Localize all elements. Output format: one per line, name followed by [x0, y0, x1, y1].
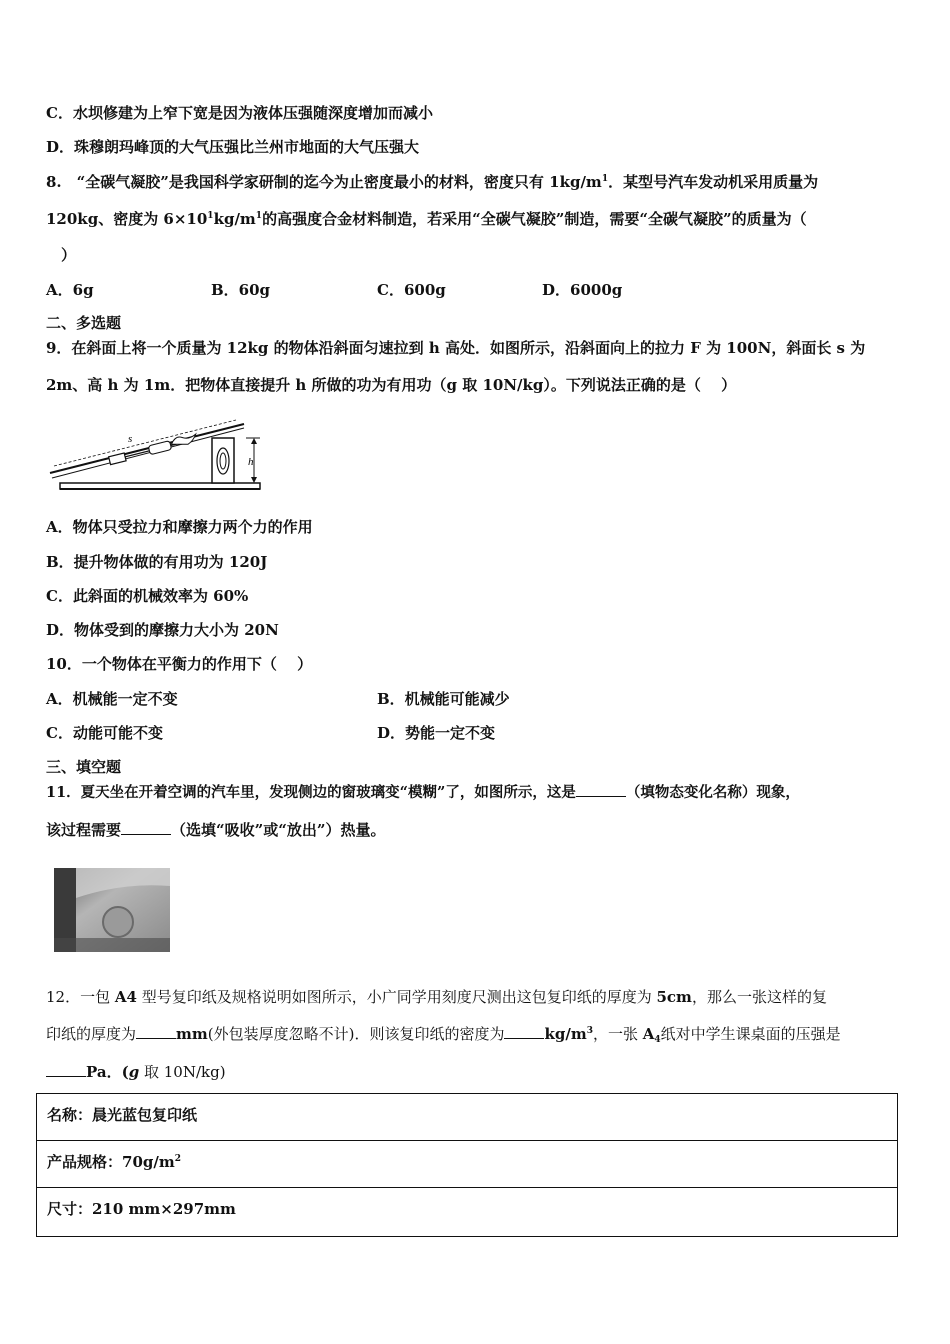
q8-line-3: ） — [46, 246, 77, 264]
spec-sup: 2 — [174, 1154, 181, 1164]
q10-option-a: A．机械能一定不变 — [46, 690, 178, 708]
q8-sup: 1 — [601, 174, 609, 184]
section-heading-fill-in: 三、填空题 — [46, 758, 122, 776]
spec-row-name: 名称：晨光蓝包复印纸 — [37, 1094, 897, 1141]
spring-scale — [148, 441, 172, 455]
object-box — [109, 453, 126, 465]
q12-text-bold: Pa — [86, 1063, 107, 1081]
h-arrow-down — [251, 477, 257, 483]
q10-option-c: C．动能可能不变 — [46, 724, 163, 742]
q8-text: 的高强度合金材料制造，若采用“全碳气凝胶”制造，需要“全碳气凝胶”的质量为（ — [262, 210, 807, 228]
q12-text: 纸对中学生课桌面的压强是 — [660, 1025, 841, 1043]
s-label: s — [128, 433, 133, 445]
s-dimension-line — [54, 420, 236, 466]
q7-option-d: D．珠穆朗玛峰顶的大气压强比兰州市地面的大气压强大 — [46, 138, 420, 156]
q12-text: ，一张 — [592, 1025, 643, 1043]
q12-text: (外包装厚度忽略不计)．则该复印纸的密度为 — [207, 1025, 505, 1043]
window-bottom-shadow — [54, 938, 170, 952]
q10-stem: 10．一个物体在平衡力的作用下（ ） — [46, 655, 313, 673]
q9-option-b: B．提升物体做的有用功为 120J — [46, 553, 268, 571]
object-on-incline — [108, 433, 198, 465]
q12-text: 型号复印纸及规格说明如图所示，小广同学用刻度尺测出这包复印纸的厚度为 — [136, 988, 657, 1006]
q7-option-c: C．水坝修建为上窄下宽是因为液体压强随深度增加而减小 — [46, 104, 433, 122]
foggy-window-photo — [54, 868, 170, 952]
q12-line-3 — [46, 1062, 226, 1082]
q8-line-2 — [46, 209, 807, 229]
q12-blank-1[interactable] — [136, 1038, 176, 1039]
q9-line-2: 2m、高 h 为 1m．把物体直接提升 h 所做的功为有用功（g 取 10N/kg）。下列说法正确的是（ ） — [46, 376, 737, 394]
spec-text: 产品规格：70g/m — [47, 1153, 175, 1171]
q9-option-c: C．此斜面的机械效率为 60% — [46, 587, 249, 605]
q11-text: 该过程需要 — [46, 821, 122, 839]
q12-line-1 — [46, 987, 827, 1007]
q11-blank-2[interactable] — [121, 834, 171, 835]
q12-text-italic: g — [128, 1063, 140, 1081]
q12-blank-2[interactable] — [504, 1038, 544, 1039]
section-heading-multiple-choice: 二、多选题 — [46, 314, 122, 332]
q8-sup: 1 — [207, 211, 214, 221]
support-block — [212, 438, 234, 483]
h-label: h — [248, 456, 254, 468]
q12-blank-3[interactable] — [46, 1076, 86, 1077]
q8-option-a: A．6g — [46, 281, 94, 299]
spec-row-spec — [37, 1141, 897, 1188]
paper-spec-table — [36, 1093, 898, 1237]
q10-option-b: B．机械能可能减少 — [377, 690, 510, 708]
q12-text: 取 10N/kg) — [139, 1063, 226, 1081]
q9-option-d: D．物体受到的摩擦力大小为 20N — [46, 621, 279, 639]
q11-text: 11．夏天坐在开着空调的汽车里，发现侧边的窗玻璃变“模糊”了，如图所示，这是 — [46, 784, 576, 801]
q11-line-2 — [46, 820, 386, 840]
q12-text-bold: A — [642, 1025, 655, 1043]
q11-blank-1[interactable] — [576, 796, 626, 797]
q12-text-bold: mm — [176, 1025, 208, 1043]
q12-text-bold: A4 — [114, 988, 137, 1006]
q12-text: 印纸的厚度为 — [46, 1025, 137, 1043]
q12-text-bold: kg/m — [544, 1025, 587, 1043]
q8-sup: 1 — [255, 211, 263, 221]
q8-text: 8. “全碳气凝胶”是我国科学家研制的迄今为止密度最小的材料，密度只有 1kg/m — [46, 173, 602, 191]
q12-line-2 — [46, 1024, 841, 1044]
q9-option-a: A．物体只受拉力和摩擦力两个力的作用 — [46, 518, 313, 536]
q11-line-1 — [46, 783, 800, 803]
q12-text-bold: 5cm — [656, 988, 692, 1006]
h-arrow-up — [251, 438, 257, 444]
incline-figure — [46, 416, 266, 494]
q12-sub: 4 — [654, 1035, 661, 1045]
q8-text: 120kg、密度为 6×10 — [46, 210, 208, 228]
spec-row-size: 尺寸：210 mm×297mm — [47, 1200, 236, 1218]
q12-text-bold: ．( — [106, 1063, 129, 1081]
q8-text: kg/m — [213, 210, 256, 228]
q8-option-d: D．6000g — [542, 281, 623, 299]
q11-text: （选填“吸收”或“放出”）热量。 — [171, 821, 386, 839]
q11-text: （填物态变化名称）现象， — [625, 784, 800, 801]
q9-line-1: 9．在斜面上将一个质量为 12kg 的物体沿斜面匀速拉到 h 高处．如图所示，沿斜面向上的拉力 F 为 100N，斜面长 s 为 — [46, 339, 866, 357]
q8-line-1 — [46, 172, 818, 192]
q12-text: 12．一包 — [46, 988, 115, 1006]
hand-print — [103, 907, 133, 937]
q8-text: ．某型号汽车发动机采用质量为 — [608, 173, 819, 191]
q10-option-d: D．势能一定不变 — [377, 724, 496, 742]
q8-option-c: C．600g — [377, 281, 446, 299]
q12-text: ，那么一张这样的复 — [691, 988, 827, 1006]
q8-option-b: B．60g — [211, 281, 271, 299]
q12-sup: 3 — [586, 1026, 593, 1036]
